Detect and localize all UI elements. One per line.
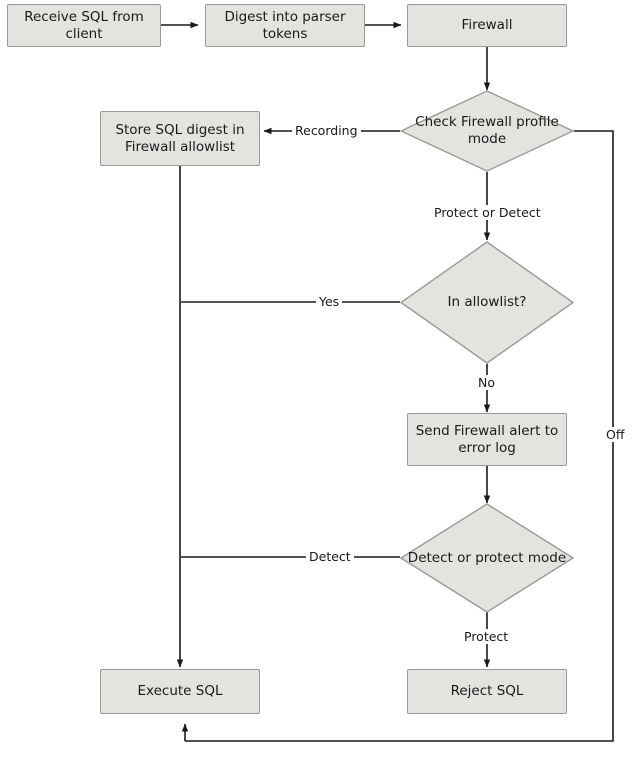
node-label: Firewall — [461, 17, 513, 34]
edge-label-off: Off — [603, 427, 627, 442]
edge-label-no: No — [475, 375, 498, 390]
node-firewall — [407, 4, 567, 47]
edge-label-protect: Protect — [461, 629, 511, 644]
edge-label-protect-or-detect: Protect or Detect — [431, 205, 544, 220]
diamond-shape — [400, 241, 574, 364]
node-label: Receive SQL from client — [24, 8, 144, 42]
node-label: Execute SQL — [137, 683, 223, 700]
edge-label-detect: Detect — [306, 549, 354, 564]
node-label: In allowlist? — [447, 294, 527, 311]
node-label: Digest into parser tokens — [224, 8, 346, 42]
node-receive-sql — [7, 4, 161, 47]
node-execute-sql — [100, 669, 260, 714]
node-reject-sql — [407, 669, 567, 714]
node-in-allowlist — [400, 241, 574, 364]
node-label: Store SQL digest in Firewall allowlist — [115, 121, 245, 155]
node-label: Reject SQL — [450, 683, 524, 700]
node-check-firewall-profile-mode — [400, 90, 574, 172]
diamond-shape — [400, 503, 574, 613]
node-digest-tokens — [205, 4, 365, 47]
node-label: Check Firewall profile mode — [415, 114, 559, 147]
node-detect-or-protect-mode — [400, 503, 574, 613]
diamond-shape — [400, 90, 574, 172]
node-send-firewall-alert — [407, 413, 567, 466]
node-label: Send Firewall alert to error log — [415, 422, 559, 456]
edge-label-yes: Yes — [316, 294, 342, 309]
edge-label-recording: Recording — [292, 123, 361, 138]
node-label: Detect or protect mode — [407, 549, 567, 566]
node-store-sql-digest — [100, 111, 260, 166]
